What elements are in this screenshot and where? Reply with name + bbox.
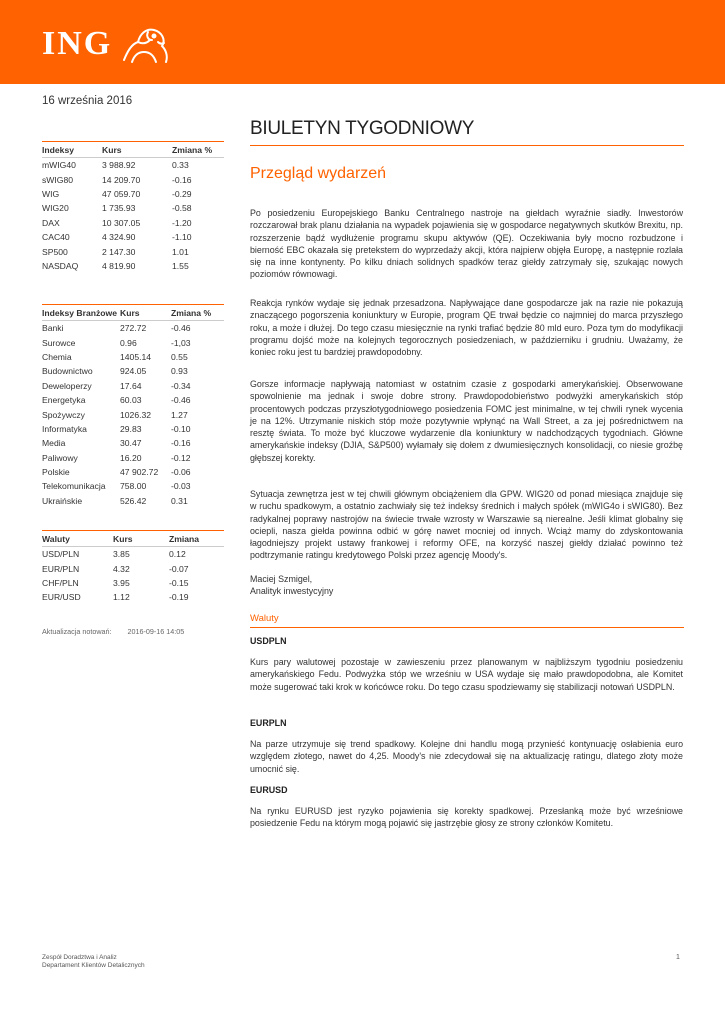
cell-change: -0.19 xyxy=(169,592,189,603)
cell-change: -0.34 xyxy=(171,380,191,391)
table-row xyxy=(42,335,224,349)
section-divider xyxy=(250,627,684,628)
cell-value: 2 147.30 xyxy=(102,246,136,257)
table-row xyxy=(42,259,224,273)
table-row xyxy=(42,407,224,421)
cell-name: EUR/USD xyxy=(42,592,81,603)
cell-name: Chemia xyxy=(42,351,72,362)
table-row xyxy=(42,172,224,186)
cell-name: Deweloperzy xyxy=(42,380,92,391)
indices-table xyxy=(42,141,224,273)
table-row xyxy=(42,479,224,493)
cell-change: -0.16 xyxy=(171,438,191,449)
page-title: BIULETYN TYGODNIOWY xyxy=(250,118,475,139)
cell-name: USD/PLN xyxy=(42,549,80,560)
cell-name: Telekomunikacja xyxy=(42,481,106,492)
table-row xyxy=(42,230,224,244)
cell-value: 1405.14 xyxy=(120,351,152,362)
table-row xyxy=(42,321,224,335)
cell-change: -0.03 xyxy=(171,481,191,492)
cell-change: -1.10 xyxy=(172,232,192,243)
cell-value: 4.32 xyxy=(113,563,130,574)
table-row xyxy=(42,244,224,258)
cell-value: 4 819.90 xyxy=(102,260,136,271)
cell-name: WIG xyxy=(42,188,60,199)
table-header xyxy=(42,305,224,321)
cell-value: 3.95 xyxy=(113,577,130,588)
cell-value: 1026.32 xyxy=(120,409,152,420)
cell-change: 1.01 xyxy=(172,246,189,257)
cell-value: 3.85 xyxy=(113,549,130,560)
cell-value: 4 324.90 xyxy=(102,232,136,243)
cell-change: -0.46 xyxy=(171,395,191,406)
cell-change: -0.16 xyxy=(172,174,192,185)
author-role: Analityk inwestycyjny xyxy=(250,586,334,596)
usdpln-text: Kurs pary walutowej pozostaje w zawieszeniu przez planowanym w najbliższym tygodniu posiedzeniu amerykańskiego Fedu. Podwyżka stóp we wrześniu w USA wydaje się mało prawdopodobna, ale Komitet może sugerować taki krok w końcówce roku. Do tego czasu spodziewamy się stabilizacji notowań USDPLN. xyxy=(250,657,683,692)
cell-value: 924.05 xyxy=(120,366,147,377)
eurpln-heading: EURPLN xyxy=(250,718,287,728)
cell-change: 0.33 xyxy=(172,160,189,171)
cell-change: 1.55 xyxy=(172,260,189,271)
table-row xyxy=(42,422,224,436)
table-row xyxy=(42,494,224,508)
usdpln-heading: USDPLN xyxy=(250,636,287,646)
cell-change: -0.06 xyxy=(171,467,191,478)
paragraph: Reakcja rynków wydaje się jednak przesadzona. Napływające dane gospodarcze jak na razie nie pokazują znaczącego pogorszenia koniunktury w Europie, program QE trwał będzie co najmniej do marca przyszłego roku, a może i dłużej. Do tego czasu miesięcznie na rynki trafiać będzie 80 mld euro. Poza tym do modyfikacji programu dojść może na kolejnych tegorocznych posiedzeniach, w październiku i grudniu. Uważamy, że koniec roku jest tu bardziej prawdopodobny. xyxy=(250,298,683,358)
cell-name: DAX xyxy=(42,217,60,228)
cell-change: -1,03 xyxy=(171,337,191,348)
header-cell: Zmiana % xyxy=(171,307,212,318)
table-row xyxy=(42,393,224,407)
table-row xyxy=(42,547,224,561)
cell-value: 3 988.92 xyxy=(102,160,136,171)
cell-name: SP500 xyxy=(42,246,68,257)
cell-value: 30.47 xyxy=(120,438,142,449)
header-bar xyxy=(0,0,725,84)
cell-value: 526.42 xyxy=(120,495,147,506)
cell-change: -0.12 xyxy=(171,452,191,463)
cell-change: 0.12 xyxy=(169,549,186,560)
table-row xyxy=(42,187,224,201)
update-label: Aktualizacja notowań: xyxy=(42,627,112,636)
cell-name: Media xyxy=(42,438,66,449)
cell-name: CAC40 xyxy=(42,232,70,243)
cell-name: Energetyka xyxy=(42,395,86,406)
footer-department: Departament Klientów Detalicznych xyxy=(42,962,145,969)
cell-name: EUR/PLN xyxy=(42,563,80,574)
cell-value: 14 209.70 xyxy=(102,174,141,185)
table-row xyxy=(42,216,224,230)
currencies-section-label: Waluty xyxy=(250,613,279,624)
lion-icon xyxy=(118,22,174,66)
update-info xyxy=(42,627,184,636)
cell-change: 1.27 xyxy=(171,409,188,420)
cell-change: 0.93 xyxy=(171,366,188,377)
cell-change: -0.29 xyxy=(172,188,192,199)
table-row xyxy=(42,379,224,393)
currencies-table xyxy=(42,530,224,605)
logo-text: ING xyxy=(42,25,113,62)
eurpln-text: Na parze utrzymuje się trend spadkowy. Kolejne dni handlu mogą przynieść kontynuację osłabienia euro względem złotego, nawet do 4,25. Moody's nie zdecydował się na aktualizację ratingu, dlatego złoty może umocnić się. xyxy=(250,739,683,774)
header-cell: Indeksy Branżowe xyxy=(42,307,117,318)
cell-value: 272.72 xyxy=(120,323,147,334)
cell-name: NASDAQ xyxy=(42,260,79,271)
cell-value: 1.12 xyxy=(113,592,130,603)
footer-info xyxy=(42,954,145,970)
paragraph: Sytuacja zewnętrza jest w tej chwili głównym obciążeniem dla GPW. WIG20 od ponad miesiąca znajduje się w ruchu spadkowym, a ostatnio zachwiały się też indeksy średnich i małych spółek (mWIG4o i sWIG80). Bez radykalnej poprawy nastrojów na świecie trwałe wzrosty w Warszawie są nierealne. Jeśli klimat globalny się ociepli, nasza giełda powinna odbić w górę nawet mocniej od innych. Wciąż mamy do zdyskontowania łagodniejszy projekt ustawy frankowej i reformy OFE, na korzyść naszej giełdy działać powinno też podtrzymanie ratingu kredytowego Polski przez agencję Moody's. xyxy=(250,489,683,561)
cell-name: sWIG80 xyxy=(42,174,74,185)
cell-name: Polskie xyxy=(42,467,70,478)
cell-change: 0.55 xyxy=(171,351,188,362)
cell-value: 10 307.05 xyxy=(102,217,141,228)
cell-name: Spożywczy xyxy=(42,409,85,420)
cell-value: 29.83 xyxy=(120,423,142,434)
update-timestamp: 2016-09-16 14:05 xyxy=(127,627,185,636)
header-cell: Indeksy xyxy=(42,144,75,155)
cell-change: -0.10 xyxy=(171,423,191,434)
paragraph: Po posiedzeniu Europejskiego Banku Centralnego nastroje na giełdach wyraźnie siadły. Inwestorów rozczarował brak planu działania na wypadek pojawienia się w gospodarce negatywnych skutków Brexitu, np. rozszerzenie bądź wydłużenie programu skupu aktywów (QE). Oczekiwania były mocno rozbudzone i bierność EBC okazała się pretekstem do wyprzedaży akcji, która najpierw objęła Europę, a następnie rozlała się na inne kontynenty. Po kilku dniach solidnych spadków teraz giełdy zatrzymały się, szukając nowych poziomów równowagi. xyxy=(250,208,683,280)
cell-value: 47 902.72 xyxy=(120,467,159,478)
header-cell: Zmiana xyxy=(169,533,200,544)
cell-name: Ukraińskie xyxy=(42,495,83,506)
table-row xyxy=(42,561,224,575)
section-title: Przegląd wydarzeń xyxy=(250,165,387,182)
eurusd-text: Na rynku EURUSD jest ryzyko pojawienia się korekty spadkowej. Przesłanką może być wrześniowe posiedzenie Fedu na którym mogą pojawić się jastrzębie głosy ze strony członków Komitetu. xyxy=(250,806,683,829)
ing-logo xyxy=(42,22,174,66)
cell-name: Informatyka xyxy=(42,423,87,434)
cell-value: 17.64 xyxy=(120,380,142,391)
table-row xyxy=(42,451,224,465)
cell-change: 0.31 xyxy=(171,495,188,506)
table-row xyxy=(42,436,224,450)
header-cell: Kurs xyxy=(113,533,133,544)
table-row xyxy=(42,350,224,364)
cell-value: 0.96 xyxy=(120,337,137,348)
cell-value: 16.20 xyxy=(120,452,142,463)
cell-change: -0.58 xyxy=(172,203,192,214)
header-cell: Kurs xyxy=(102,144,122,155)
sector-indices-table xyxy=(42,304,224,508)
footer-team: Zespół Doradztwa i Analiz xyxy=(42,954,117,961)
cell-name: mWIG40 xyxy=(42,160,76,171)
page-number: 1 xyxy=(676,954,680,961)
eurusd-heading: EURUSD xyxy=(250,785,288,795)
cell-name: Budownictwo xyxy=(42,366,93,377)
cell-name: Paliwowy xyxy=(42,452,78,463)
table-header xyxy=(42,142,224,158)
table-row xyxy=(42,201,224,215)
table-row xyxy=(42,576,224,590)
cell-value: 758.00 xyxy=(120,481,147,492)
header-cell: Waluty xyxy=(42,533,70,544)
cell-value: 1 735.93 xyxy=(102,203,136,214)
cell-change: -1.20 xyxy=(172,217,192,228)
cell-change: -0.07 xyxy=(169,563,189,574)
cell-value: 60.03 xyxy=(120,395,142,406)
title-divider xyxy=(250,145,684,146)
table-row xyxy=(42,364,224,378)
table-row xyxy=(42,465,224,479)
table-row xyxy=(42,158,224,172)
report-date: 16 września 2016 xyxy=(42,95,133,107)
paragraph: Gorsze informacje napływają natomiast w ostatnim czasie z gospodarki amerykańskiej. Obserwowane spowolnienie ma jednak i swoje dobre strony. Prawdopodobieństwo podwyżki amerykańskich stóp procentowych podczas przyszłotygodniowego posiedzenia FOMC jest minimalne, w tej chwili rynek wycenia je na 12%. Utrzymanie niskich stóp może pozytywnie wpłynąć na Wall Street, a za jej pośrednictwem na resztę świata. To może być kluczowe wydarzenie dla koniunktury w nadchodzących tygodniach. Główne amerykańskie indeksy (DJIA, S&P500) wyłamały się dołem z dwumiesięcznych konsolidacji, co niesie groźbę głębszej korekty. xyxy=(250,379,683,463)
table-header xyxy=(42,531,224,547)
header-cell: Zmiana % xyxy=(172,144,213,155)
header-cell: Kurs xyxy=(120,307,140,318)
author-name: Maciej Szmigel, xyxy=(250,574,313,584)
cell-change: -0.15 xyxy=(169,577,189,588)
cell-change: -0.46 xyxy=(171,323,191,334)
cell-name: WIG20 xyxy=(42,203,69,214)
cell-name: CHF/PLN xyxy=(42,577,79,588)
cell-value: 47 059.70 xyxy=(102,188,141,199)
table-row xyxy=(42,590,224,604)
cell-name: Surowce xyxy=(42,337,76,348)
cell-name: Banki xyxy=(42,323,64,334)
